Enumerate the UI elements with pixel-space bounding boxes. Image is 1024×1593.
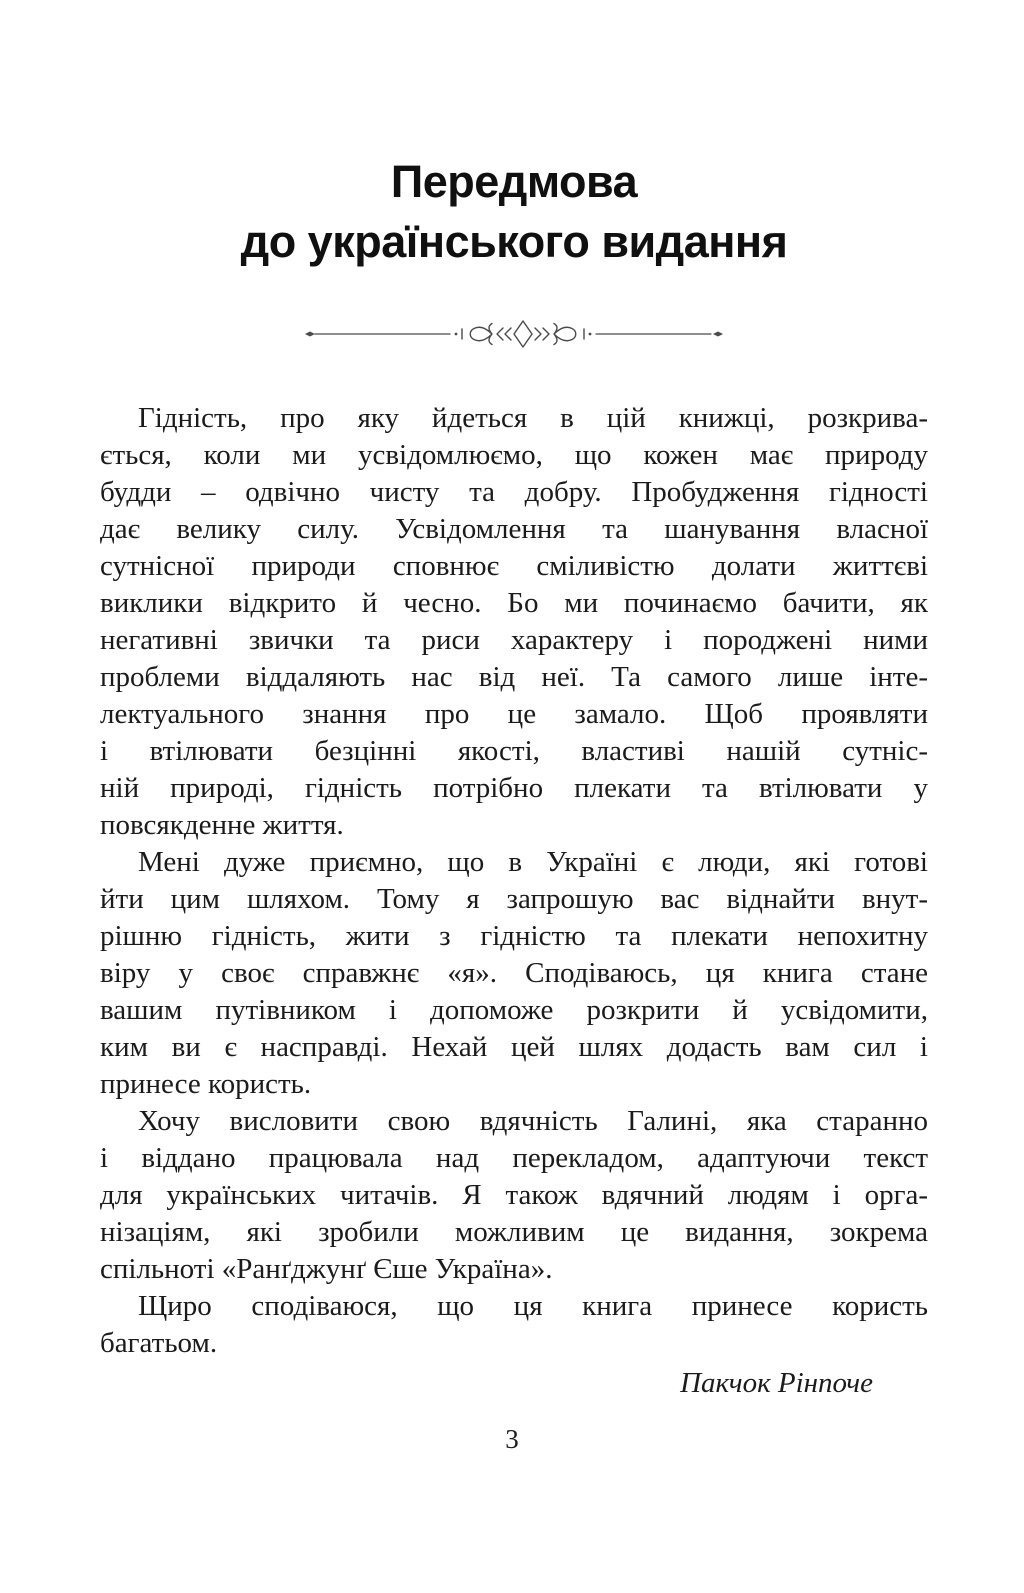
paragraph-4 (100, 1288, 928, 1362)
preface-text (100, 400, 928, 1362)
text-line: Щиро сподіваюся, що ця книга принесе користь (138, 1290, 928, 1322)
text-line: рішню гідність, жити з гідністю та плекати непохитну (100, 920, 928, 952)
text-line: дає велику силу. Усвідомлення та шанування власної (100, 513, 928, 545)
text-line: Хочу висловити свою вдячність Галині, яка старанно (138, 1105, 928, 1137)
text-line: і віддано працювала над перекладом, адаптуючи текст (100, 1142, 928, 1174)
text-line: виклики відкрито й чесно. Бо ми починаємо бачити, як (100, 587, 928, 619)
text-line: віру у своє справжнє «я». Сподіваюсь, ця книга стане (100, 957, 928, 989)
text-line: йти цим шляхом. Тому я запрошую вас віднайти внут- (100, 883, 928, 915)
text-line: будди – одвічно чисту та добру. Пробудження гідності (100, 476, 928, 508)
text-line: Гідність, про яку йдеться в цій книжці, розкрива- (138, 402, 928, 434)
page-title-line-1: Передмова (390, 156, 638, 207)
text-line: багатьом. (100, 1327, 218, 1359)
page-title-line-2: до українського видання (240, 216, 788, 267)
text-line: принесе користь. (100, 1068, 312, 1100)
text-line: і втілювати безцінні якості, властиві нашій сутніс- (100, 735, 928, 767)
text-line: повсякденне життя. (100, 809, 344, 841)
page-title (100, 152, 928, 272)
text-line: спільноті «Ранґджунґ Єше Україна». (100, 1253, 553, 1285)
author-signature: Пакчок Рінпоче (680, 1367, 873, 1399)
heart-diamond-ornament-icon (302, 316, 726, 352)
text-line: ким ви є насправді. Нехай цей шлях додасть вам сил і (100, 1031, 928, 1063)
text-line: ється, коли ми усвідомлюємо, що кожен має природу (100, 439, 928, 471)
text-line: нізаціям, які зробили можливим це видання, зокрема (100, 1216, 928, 1248)
text-line: Мені дуже приємно, що в Україні є люди, які готові (138, 846, 928, 878)
paragraph-2 (100, 844, 928, 1103)
text-line: сутнісної природи сповнює сміливістю долати життєві (100, 550, 928, 582)
text-line: лектуального знання про це замало. Щоб проявляти (100, 698, 928, 730)
text-line: для українських читачів. Я також вдячний людям і орга- (100, 1179, 928, 1211)
text-line: негативні звички та риси характеру і породжені ними (100, 624, 928, 656)
page-number: 3 (505, 1424, 519, 1454)
text-line: ній природі, гідність потрібно плекати та втілювати у (100, 772, 928, 804)
paragraph-1 (100, 400, 928, 844)
text-line: вашим путівником і допоможе розкрити й усвідомити, (100, 994, 928, 1026)
text-line: проблеми віддаляють нас від неї. Та самого лише інте- (100, 661, 928, 693)
section-divider (100, 316, 928, 352)
paragraph-3 (100, 1103, 928, 1288)
